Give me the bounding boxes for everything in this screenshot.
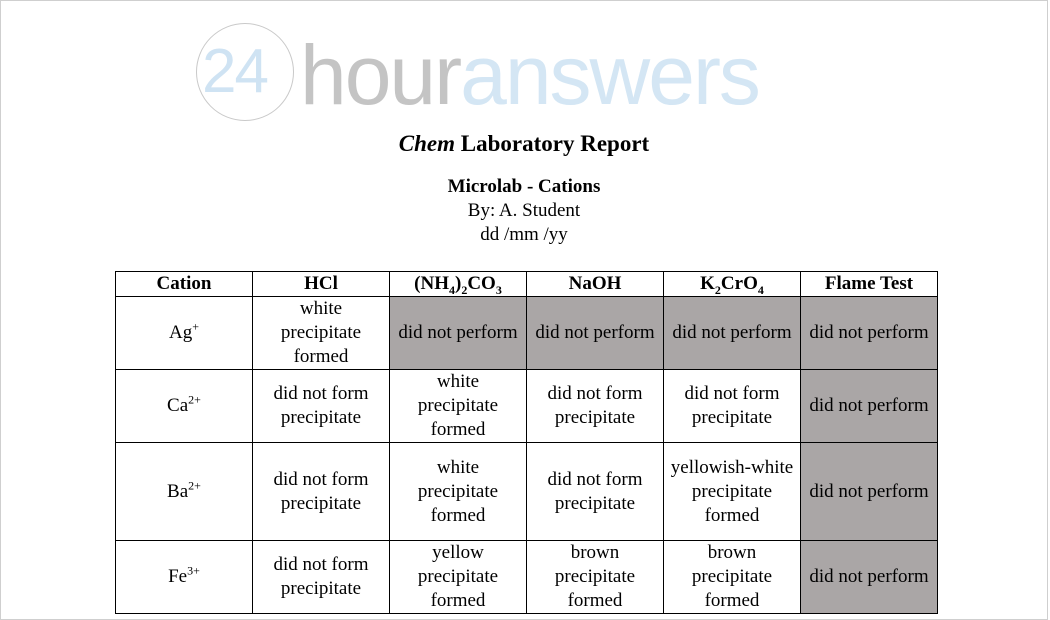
cation-cell: Ag+ xyxy=(116,297,253,370)
watermark-number: 24 xyxy=(202,37,267,106)
report-byline: By: A. Student xyxy=(467,200,581,221)
result-cell: did not perform xyxy=(801,443,938,541)
result-cell: brown precipitate formed xyxy=(527,541,664,614)
report-title-italic: Chem xyxy=(398,131,456,156)
table-row xyxy=(116,443,938,541)
header-flame-test: Flame Test xyxy=(801,272,938,297)
cation-cell: $Fe^{3+}$ xyxy=(116,541,253,614)
report-subtitle: Microlab - Cations xyxy=(447,176,601,197)
result-cell: did not perform xyxy=(801,370,938,443)
report-title-rest: Laboratory Report xyxy=(460,131,650,156)
watermark-wordmark xyxy=(300,27,759,123)
result-cell: did not form precipitate xyxy=(664,370,801,443)
cation-cell: $Ca^{2+}$ xyxy=(116,370,253,443)
watermark-word-answers: answers xyxy=(460,28,759,122)
result-cell: white precipitate formed xyxy=(390,443,527,541)
table-header-row xyxy=(116,272,938,297)
report-date: dd /mm /yy xyxy=(480,224,568,245)
result-cell: yellow precipitate formed xyxy=(390,541,527,614)
result-cell: did not perform xyxy=(527,297,664,370)
result-cell: did not form precipitate xyxy=(527,443,664,541)
watermark-logo xyxy=(196,23,836,127)
cation-cell: $Ba^{2+}$ xyxy=(116,443,253,541)
result-cell: did not form precipitate xyxy=(527,370,664,443)
watermark-word-hour: hour xyxy=(300,28,461,122)
header-potassium-chromate: $K_2CrO_4$ xyxy=(664,272,801,297)
result-cell: did not perform xyxy=(664,297,801,370)
result-cell: brown precipitate formed xyxy=(664,541,801,614)
results-table xyxy=(115,271,938,614)
header-cation: Cation xyxy=(116,272,253,297)
result-cell: did not form precipitate xyxy=(253,370,390,443)
table-row xyxy=(116,370,938,443)
result-cell: did not form precipitate xyxy=(253,541,390,614)
result-cell: white precipitate formed xyxy=(390,370,527,443)
table-row xyxy=(116,541,938,614)
table-row xyxy=(116,297,938,370)
result-cell: yellowish-white precipitate formed xyxy=(664,443,801,541)
header-hcl: HCl xyxy=(253,272,390,297)
report-title xyxy=(1,131,1047,157)
result-cell: white precipitate formed xyxy=(253,297,390,370)
header-ammonium-carbonate: $(NH_4)_2CO_3$ xyxy=(390,272,527,297)
result-cell: did not perform xyxy=(801,541,938,614)
result-cell: did not perform xyxy=(801,297,938,370)
header-naoh: NaOH xyxy=(527,272,664,297)
result-cell: did not form precipitate xyxy=(253,443,390,541)
result-cell: did not perform xyxy=(390,297,527,370)
